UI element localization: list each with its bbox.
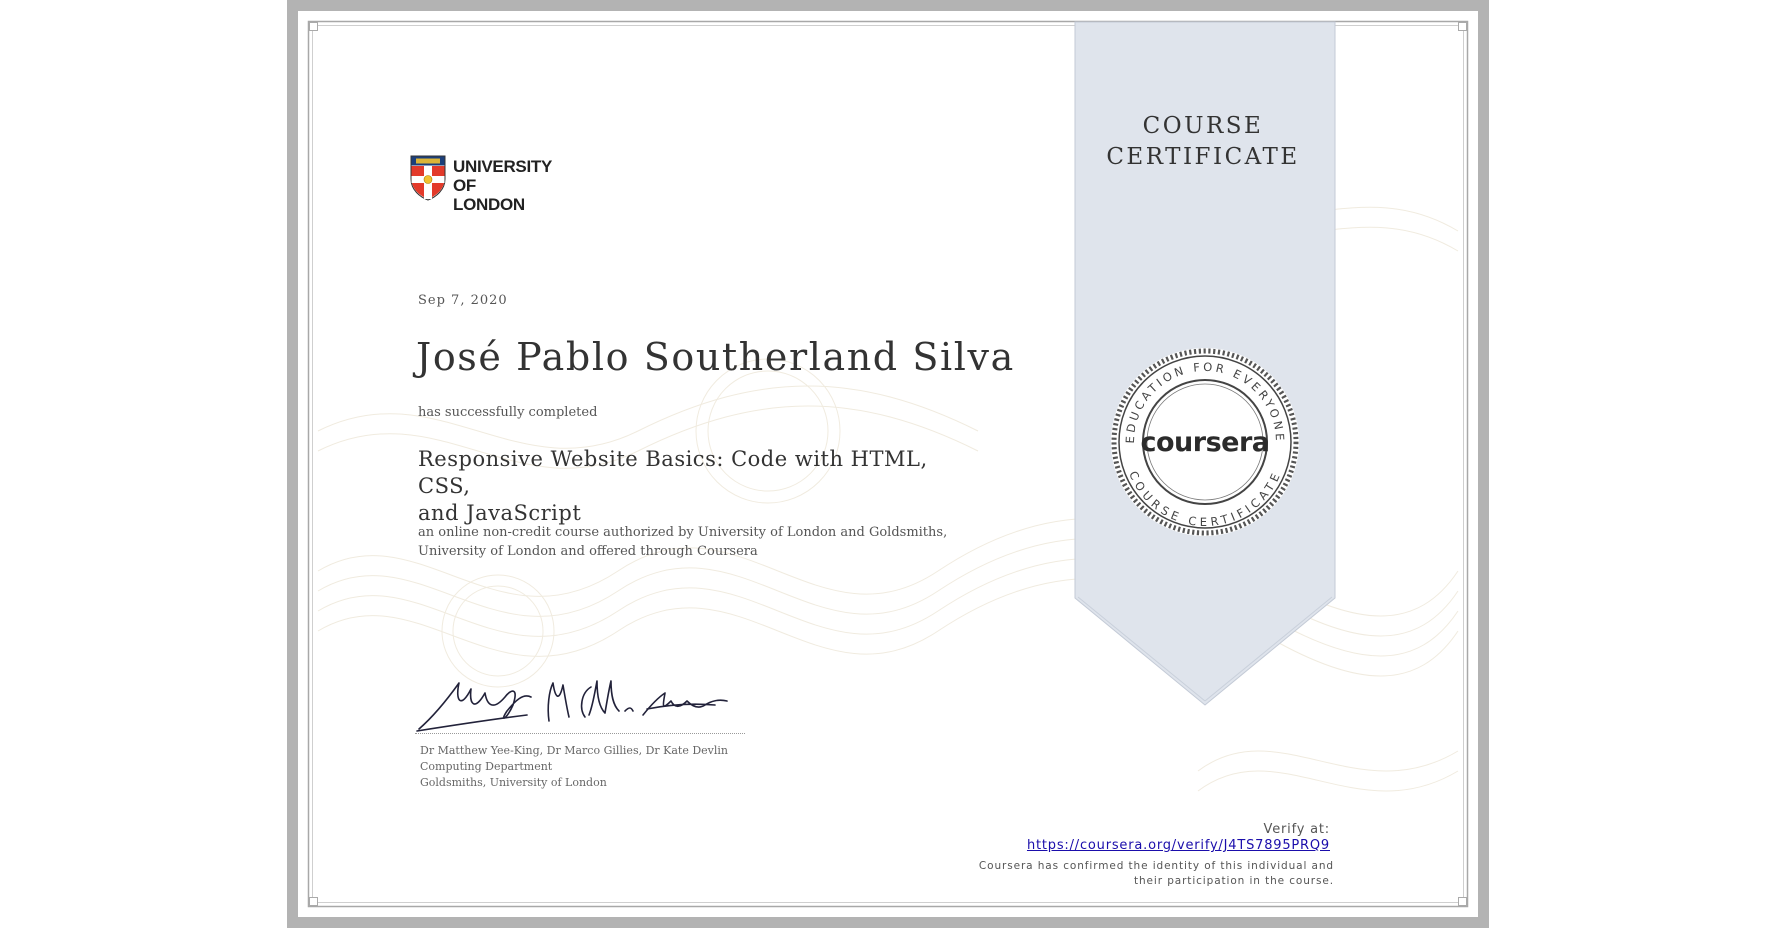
ribbon-title [1078,111,1328,173]
certificate-outer-frame [287,0,1489,928]
certificate-paper [298,11,1478,917]
course-description-line1: an online non-credit course authorized by University of London and Goldsmiths, [418,525,948,540]
course-title [418,446,978,527]
ribbon-title-line1: COURSE [1142,113,1264,139]
signature-line [415,733,745,734]
signer-institution: Goldsmiths, University of London [420,776,607,789]
seal-brand: coursera [1140,427,1270,458]
completed-text: has successfully completed [418,405,598,420]
course-title-line2: and JavaScript [418,501,582,525]
university-logo-line1: UNIVERSITY [453,157,553,176]
confirmation-line2: their participation in the course. [1133,875,1334,887]
recipient-name: José Pablo Southerland Silva [416,335,1015,379]
university-logo [410,155,553,214]
instructor-signatures [415,671,735,733]
verify-label: Verify at: [1263,822,1330,837]
identity-confirmation [938,859,1334,889]
university-logo-text [453,157,552,214]
signer-names: Dr Matthew Yee-King, Dr Marco Gillies, Dr Kate Devlin [420,744,729,757]
signer-department: Computing Department [420,760,553,773]
course-description-line2: University of London and offered through Coursera [418,544,758,559]
seal-bottom-text: COURSE CERTIFICATE [1126,468,1284,530]
course-title-line1: Responsive Website Basics: Code with HTML, CSS, [418,447,928,498]
course-description [418,523,978,561]
university-shield-icon [410,155,446,201]
seal-top-text: EDUCATION FOR EVERYONE [1122,359,1288,444]
coursera-seal [1110,347,1300,537]
ribbon-title-line2: CERTIFICATE [1106,144,1300,170]
completion-date: Sep 7, 2020 [418,293,508,308]
university-logo-line2: OF LONDON [453,176,525,214]
signers-block [420,743,728,791]
verify-link[interactable]: https://coursera.org/verify/J4TS7895PRQ9 [1026,838,1330,853]
confirmation-line1: Coursera has confirmed the identity of this individual and [978,860,1334,872]
verification-block [958,822,1330,854]
